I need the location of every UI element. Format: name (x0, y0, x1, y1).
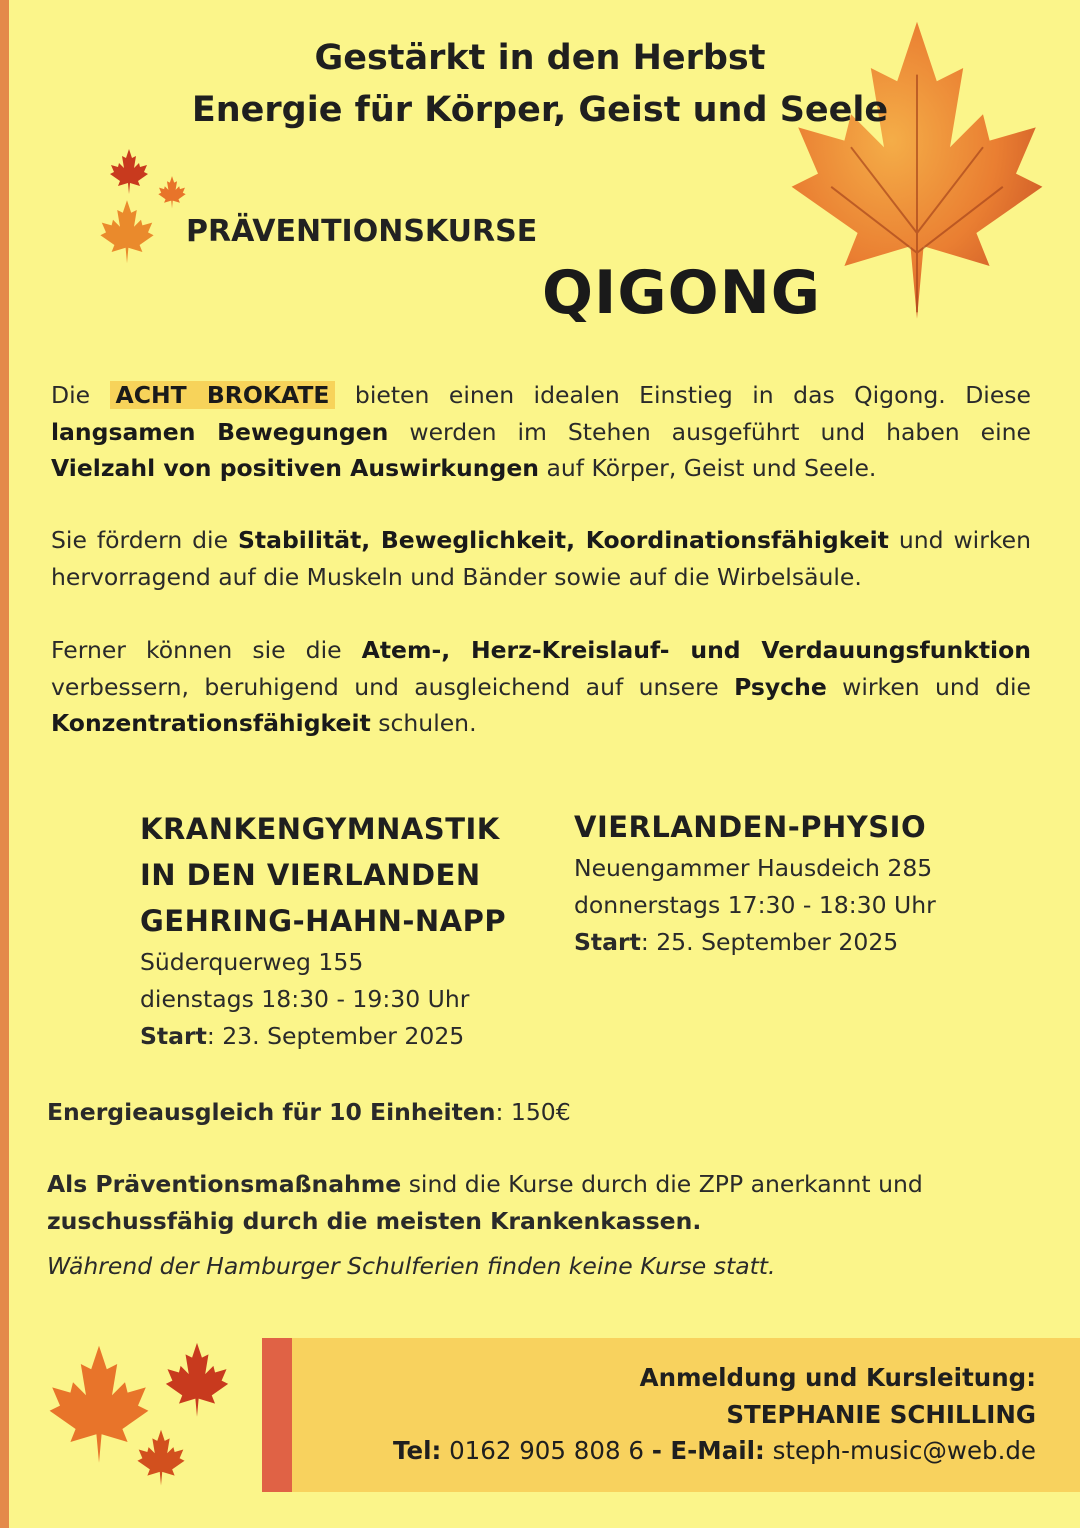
maple-leaf-icon (100, 146, 158, 196)
location-address: Süderquerweg 155 (140, 948, 364, 976)
contact-details: Tel: 0162 905 808 6 - E-Mail: steph-music@web.de (393, 1436, 1036, 1465)
headline-line-2: Energie für Körper, Geist und Seele (191, 90, 889, 130)
maple-leaf-icon (156, 1336, 238, 1422)
course-title: QIGONG (542, 258, 822, 328)
contact-banner (262, 1338, 1080, 1492)
course-category: PRÄVENTIONSKURSE (186, 214, 538, 249)
location-time: dienstags 18:30 - 19:30 Uhr (140, 985, 470, 1013)
left-edge-stripe (0, 0, 9, 1528)
location-start: Start: 23. September 2025 (140, 1022, 465, 1050)
intro-paragraph-2: Sie fördern die Stabilität, Beweglichkeit, Koordinationsfähigkeit und wirken hervorragend auf die Muskeln und Bänder sowie auf die Wirbelsäule. (51, 526, 1031, 591)
location-address: Neuengammer Hausdeich 285 (574, 854, 933, 882)
maple-leaf-icon (88, 196, 166, 266)
intro-paragraph-3: Ferner können sie die Atem-, Herz-Kreislauf- und Verdauungsfunktion verbessern, beruhigend und ausgleichend auf unsere Psyche wirken und die Konzentrationsfähigkeit schulen. (51, 636, 1031, 737)
contact-info (393, 1360, 1036, 1470)
location-block-2 (574, 804, 936, 961)
location-block-1 (140, 806, 506, 1055)
holiday-note: Während der Hamburger Schulferien finden keine Kurse statt. (47, 1252, 776, 1280)
location-time: donnerstags 17:30 - 18:30 Uhr (574, 891, 936, 919)
intro-paragraph-1: Die ACHT BROKATE bieten einen idealen Einstieg in das Qigong. Diese langsamen Bewegungen werden im Stehen ausgeführt und haben eine Vielzahl von positiven Auswirkungen auf Körper, Geist und Seele. (51, 381, 1031, 482)
location-name: IN DEN VIERLANDEN (140, 858, 481, 892)
email-address[interactable]: steph-music@web.de (764, 1436, 1036, 1465)
location-name: GEHRING-HAHN-NAPP (140, 904, 507, 938)
prevention-note: Als Präventionsmaßnahme sind die Kurse durch die ZPP anerkannt und zuschussfähig durch die meisten Krankenkassen. (47, 1170, 923, 1235)
location-name: KRANKENGYMNASTIK (140, 812, 500, 846)
contact-heading: Anmeldung und Kursleitung: (639, 1363, 1036, 1392)
location-start: Start: 25. September 2025 (574, 928, 899, 956)
headline-line-1: Gestärkt in den Herbst (314, 38, 766, 78)
contact-name: STEPHANIE SCHILLING (726, 1399, 1036, 1429)
phone-number[interactable]: 0162 905 808 6 (441, 1436, 652, 1465)
highlight-acht-brokate: ACHT BROKATE (110, 381, 336, 409)
pricing-line: Energieausgleich für 10 Einheiten: 150€ (47, 1098, 571, 1126)
maple-leaf-icon (128, 1426, 194, 1488)
banner-accent-bar (262, 1338, 292, 1492)
location-name: VIERLANDEN-PHYSIO (574, 810, 927, 844)
